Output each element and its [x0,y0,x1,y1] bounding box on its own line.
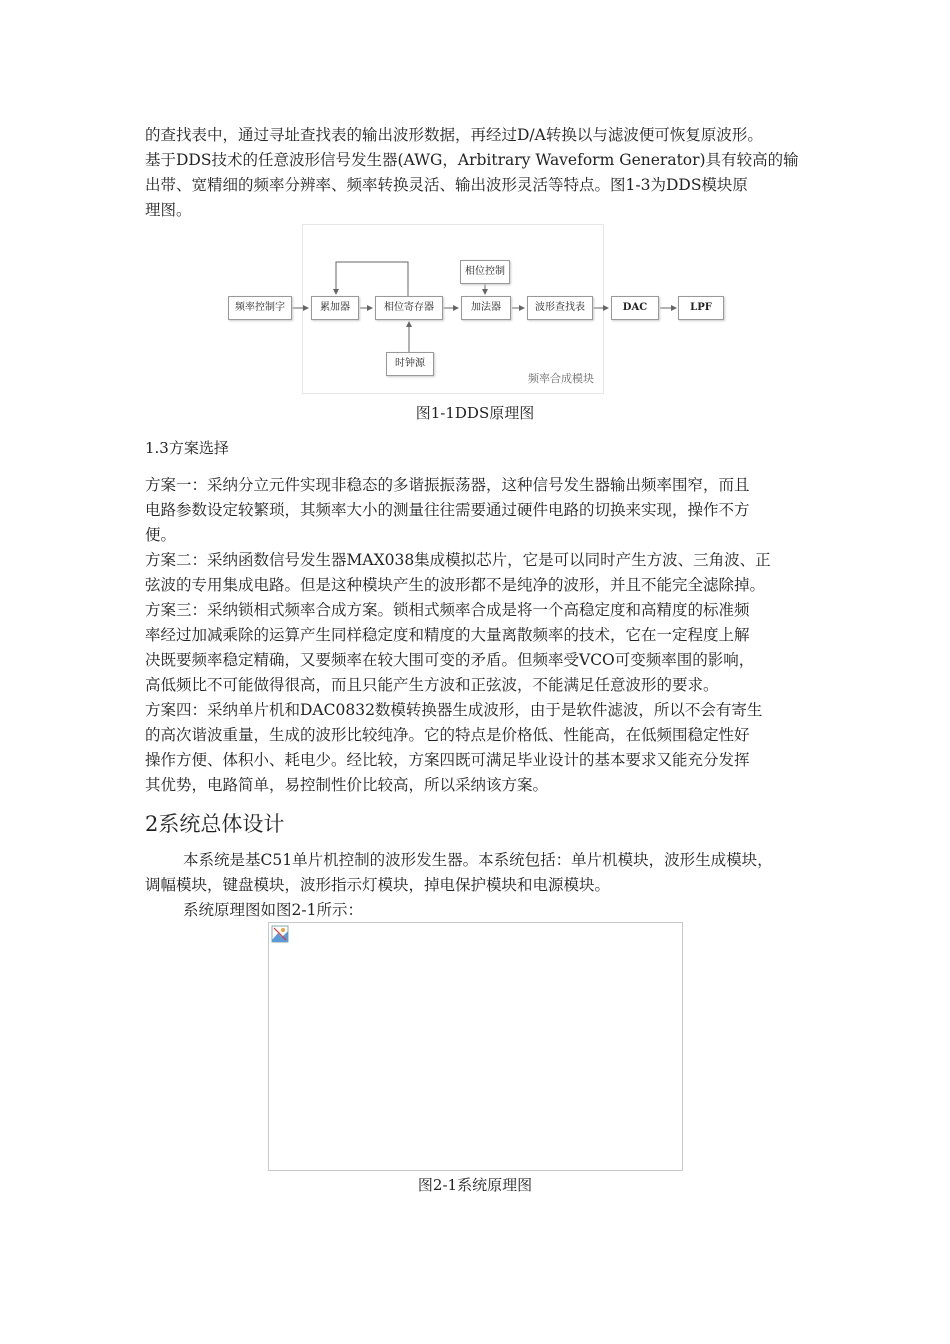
intro-line: 的查找表中，通过寻址查找表的输出波形数据，再经过D/A转换以与滤波便可恢复原波形。 [145,126,763,144]
plan-line: 的高次谐波重量，生成的波形比较纯净。它的特点是价格低、性能高，在低频围稳定性好 [145,726,750,744]
accumulator-box: 累加器 [311,296,359,320]
adder-box: 加法器 [461,296,511,320]
plan-line: 弦波的专用集成电路。但是这种模块产生的波形都不是纯净的波形，并且不能完全滤除掉。 [145,576,766,594]
freq-control-word-box: 频率控制字 [228,296,292,320]
waveform-lookup-box: 波形查找表 [527,296,593,320]
section-2-heading: 2系统总体设计 [145,812,285,836]
plan-line: 其优势，电路简单，易控制性价比较高，所以采纳该方案。 [145,776,549,794]
figure-2-caption: 图2-1系统原理图 [417,1176,533,1194]
plan-line: 率经过加减乘除的运算产生同样稳定度和精度的大量离散频率的技术，它在一定程度上解 [145,626,750,644]
dds-diagram-arrows [0,0,950,420]
system-paragraph [145,848,815,923]
plan-line: 方案四：采纳单片机和DAC0832数模转换器生成波形，由于是软件滤波，所以不会有寄生 [145,701,763,719]
section-1-3-heading: 1.3方案选择 [145,439,229,457]
plan-line: 便。 [145,526,177,544]
plan-line: 方案二：采纳函数信号发生器MAX038集成模拟芯片，它是可以同时产生方波、三角波、正 [145,551,771,569]
plan-line: 方案一：采纳分立元件实现非稳态的多谐振振荡器，这种信号发生器输出频率围窄，而且 [145,476,750,494]
system-line: 调幅模块，键盘模块，波形指示灯模块，掉电保护模块和电源模块。 [145,876,611,894]
phase-register-box: 相位寄存器 [375,296,443,320]
plan-line: 操作方便、体积小、耗电少。经比较，方案四既可满足毕业设计的基本要求又能充分发挥 [145,751,750,769]
system-diagram-placeholder [268,922,683,1171]
system-line: 本系统是基C51单片机控制的波形发生器。本系统包括：单片机模块，波形生成模块， [183,851,773,869]
plan-line: 高低频比不可能做得很高，而且只能产生方波和正弦波，不能满足任意波形的要求。 [145,676,719,694]
lpf-box: LPF [678,296,724,320]
intro-line: 基于DDS技术的任意波形信号发生器(AWG，Arbitrary Waveform Generator)具有较高的输 [145,151,799,169]
module-label: 频率合成模块 [528,372,594,385]
intro-line: 理图。 [145,201,192,219]
plan-line: 电路参数设定较繁琐，其频率大小的测量往往需要通过硬件电路的切换来实现，操作不方 [145,501,750,519]
figure-1-caption: 图1-1DDS原理图 [415,404,535,422]
plan-line: 方案三：采纳锁相式频率合成方案。锁相式频率合成是将一个高稳定度和高精度的标准频 [145,601,750,619]
broken-image-icon [271,925,289,943]
clock-source-box: 时钟源 [386,352,434,376]
phase-control-box: 相位控制 [460,260,510,284]
plans-block [145,473,815,798]
intro-line: 出带、宽精细的频率分辨率、频率转换灵活、输出波形灵活等特点。图1-3为DDS模块原 [145,176,748,194]
dac-box: DAC [611,296,659,320]
system-figure-intro: 系统原理图如图2-1所示： [183,901,363,919]
plan-line: 决既要频率稳定精确，又要频率在较大围可变的矛盾。但频率受VCO可变频率围的影响， [145,651,755,669]
